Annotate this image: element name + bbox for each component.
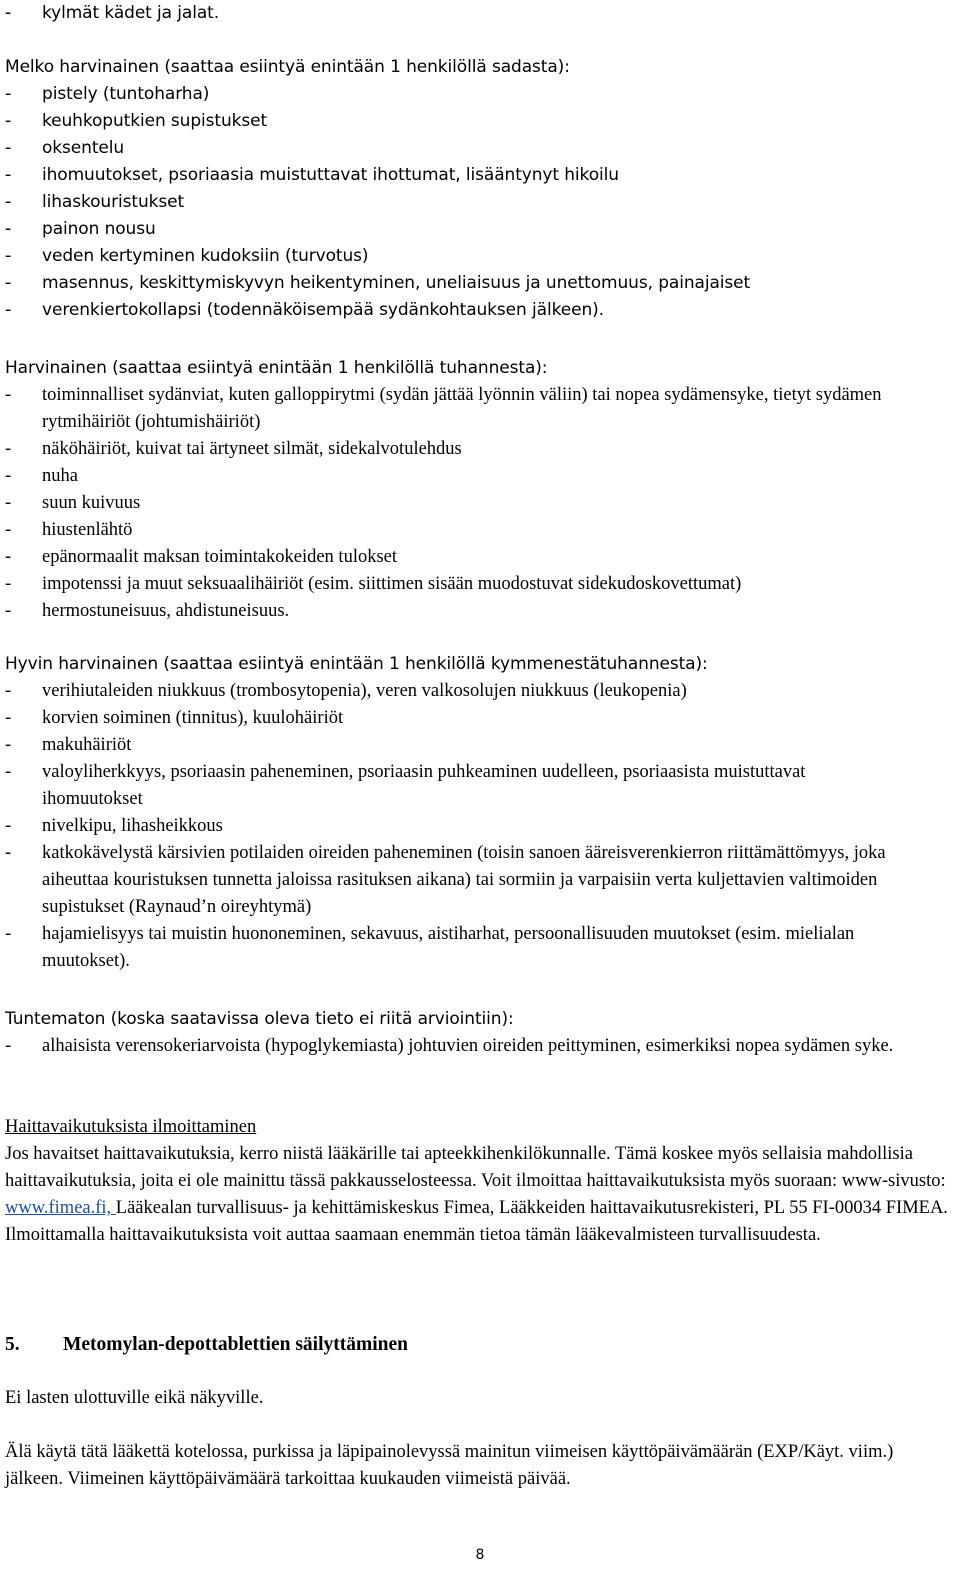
list-dash: -	[5, 300, 12, 320]
list-item-text: painon nousu	[42, 219, 156, 239]
list-item-text: makuhäiriöt	[42, 735, 132, 755]
list-dash: -	[5, 246, 12, 266]
list-dash: -	[5, 493, 12, 513]
list-item-text: hermostuneisuus, ahdistuneisuus.	[42, 601, 290, 621]
list-item	[5, 490, 955, 517]
list-item	[5, 517, 955, 544]
list-dash: -	[5, 3, 12, 23]
list-item-text: impotenssi ja muut seksuaalihäiriöt (esim. siittimen sisään muodostuvat sidekudoskovettumat)	[42, 574, 742, 594]
list-dash: -	[5, 681, 12, 701]
reporting-text-before: Jos havaitset haittavaikutuksia, kerro niistä lääkärille tai apteekkihenkilökunnalle. Tämä koskee myös sellaisia mahdollisia haittavaikutuksia, joita ei ole mainittu tässä pakkausselosteessa. Voit ilmoittaa haittavaikutuksista myös suoraan: www-sivusto:	[5, 1144, 946, 1191]
list-item	[5, 135, 955, 162]
list-item	[5, 759, 900, 813]
list-item	[5, 108, 955, 135]
list-dash: -	[5, 574, 12, 594]
section-unknown	[5, 1006, 955, 1060]
list-item	[5, 436, 955, 463]
list-item-text: epänormaalit maksan toimintakokeiden tulokset	[42, 547, 398, 567]
list-dash: -	[5, 466, 12, 486]
list-dash: -	[5, 84, 12, 104]
list-dash: -	[5, 924, 12, 944]
section-intro: Tuntematon (koska saatavissa oleva tieto ei riitä arviointiin):	[5, 1009, 514, 1029]
list-item-text: verenkiertokollapsi (todennäköisempää sydänkohtauksen jälkeen).	[42, 300, 604, 320]
list-dash: -	[5, 165, 12, 185]
list-dash: -	[5, 192, 12, 212]
reporting-heading: Haittavaikutuksista ilmoittaminen	[5, 1117, 257, 1137]
list-dash: -	[5, 547, 12, 567]
list-item	[5, 544, 955, 571]
list-item-text: lihaskouristukset	[42, 192, 185, 212]
list-dash: -	[5, 273, 12, 293]
list-item-text: ihomuutokset, psoriaasia muistuttavat ihottumat, lisääntynyt hikoilu	[42, 165, 619, 185]
list-item-text: hiustenlähtö	[42, 520, 133, 540]
storage-paragraph: Ei lasten ulottuville eikä näkyville.	[5, 1388, 264, 1408]
list-item	[5, 81, 955, 108]
list-dash: -	[5, 601, 12, 621]
section-uncommon	[5, 54, 955, 324]
list-item	[5, 0, 955, 27]
section-intro: Melko harvinainen (saattaa esiintyä enintään 1 henkilöllä sadasta):	[5, 57, 570, 77]
list-item	[5, 243, 955, 270]
list-item-text: alhaisista verensokeriarvoista (hypoglykemiasta) johtuvien oireiden peittyminen, esimerkiksi nopea sydämen syke.	[42, 1036, 894, 1056]
list-item	[5, 1033, 920, 1060]
list-item-text: keuhkoputkien supistukset	[42, 111, 268, 131]
list-item-text: valoyliherkkyys, psoriaasin paheneminen, psoriaasin puhkeaminen uudelleen, psoriaasista muistuttavat ihomuutokset	[42, 762, 806, 809]
section-number: 5.	[5, 1334, 20, 1355]
list-dash: -	[5, 111, 12, 131]
list-item	[5, 571, 955, 598]
reporting-text-after: Lääkealan turvallisuus- ja kehittämiskeskus Fimea, Lääkkeiden haittavaikutusrekisteri, PL 55 FI-00034 FIMEA. Ilmoittamalla haittavaikutuksista voit auttaa saamaan enemmän tietoa tämän lääkevalmisteen turvallisuudesta.	[5, 1198, 948, 1245]
list-item	[5, 216, 955, 243]
list-item	[5, 921, 920, 975]
list-dash: -	[5, 843, 12, 863]
list-dash: -	[5, 762, 12, 782]
list-item-text: suun kuivuus	[42, 493, 141, 513]
list-dash: -	[5, 735, 12, 755]
list-item	[5, 463, 955, 490]
list-item	[5, 840, 930, 921]
list-item	[5, 382, 955, 436]
storage-paragraph: Älä käytä tätä lääkettä kotelossa, purkissa ja läpipainolevyssä mainitun viimeisen käyttöpäivämäärän (EXP/Käyt. viim.) jälkeen. Viimeinen käyttöpäivämäärä tarkoittaa kuukauden viimeistä päivää.	[5, 1442, 894, 1489]
section-heading	[5, 1331, 955, 1358]
list-item	[5, 813, 955, 840]
section-intro: Harvinainen (saattaa esiintyä enintään 1 henkilöllä tuhannesta):	[5, 358, 548, 378]
list-dash: -	[5, 1036, 12, 1056]
list-item	[5, 732, 955, 759]
list-dash: -	[5, 138, 12, 158]
list-item-text: nuha	[42, 466, 78, 486]
list-dash: -	[5, 520, 12, 540]
list-item-text: hajamielisyys tai muistin huononeminen, sekavuus, aistiharhat, persoonallisuuden muutokset (esim. mielialan muutokset).	[42, 924, 855, 971]
list-item-text: näköhäiriöt, kuivat tai ärtyneet silmät, sidekalvotulehdus	[42, 439, 462, 459]
list-dash: -	[5, 816, 12, 836]
section-title: Metomylan-depottablettien säilyttäminen	[63, 1334, 409, 1355]
list-item-text: toiminnalliset sydänviat, kuten galloppirytmi (sydän jättää lyönnin väliin) tai nopea sydämensyke, tietyt sydämen rytmihäiriöt (johtumishäiriöt)	[42, 385, 882, 432]
section-very-rare	[5, 651, 955, 975]
list-item-text: nivelkipu, lihasheikkous	[42, 816, 223, 836]
list-dash: -	[5, 708, 12, 728]
list-item	[5, 297, 955, 324]
list-item-text: masennus, keskittymiskyvyn heikentyminen, uneliaisuus ja unettomuus, painajaiset	[42, 273, 751, 293]
fimea-link[interactable]: www.fimea.fi,	[5, 1198, 116, 1218]
reporting-paragraph	[5, 1141, 955, 1249]
list-item	[5, 189, 955, 216]
list-item-text: korvien soiminen (tinnitus), kuulohäiriöt	[42, 708, 344, 728]
list-item	[5, 162, 955, 189]
list-item	[5, 598, 955, 625]
section-rare	[5, 355, 955, 625]
list-item-text: verihiutaleiden niukkuus (trombosytopenia), veren valkosolujen niukkuus (leukopenia)	[42, 681, 687, 701]
list-item	[5, 678, 955, 705]
list-dash: -	[5, 219, 12, 239]
list-dash: -	[5, 439, 12, 459]
list-item-text: oksentelu	[42, 138, 125, 158]
page-number: 8	[475, 1547, 485, 1563]
reporting-section	[5, 1114, 955, 1249]
list-item-text: katkokävelystä kärsivien potilaiden oireiden paheneminen (toisin sanoen ääreisverenkierron riittämättömyys, joka aiheuttaa kouristuksen tunnetta jaloissa rasituksen aikana) tai sormiin ja varpaisiin verta kuljettavien valtimoiden supistukset (Raynaud’n oireyhtymä)	[42, 843, 886, 917]
list-item	[5, 270, 955, 297]
list-item	[5, 705, 955, 732]
list-item-text: kylmät kädet ja jalat.	[42, 3, 220, 23]
list-dash: -	[5, 385, 12, 405]
section-intro: Hyvin harvinainen (saattaa esiintyä enintään 1 henkilöllä kymmenestätuhannesta):	[5, 654, 708, 674]
list-item-text: veden kertyminen kudoksiin (turvotus)	[42, 246, 369, 266]
list-item-text: pistely (tuntoharha)	[42, 84, 210, 104]
